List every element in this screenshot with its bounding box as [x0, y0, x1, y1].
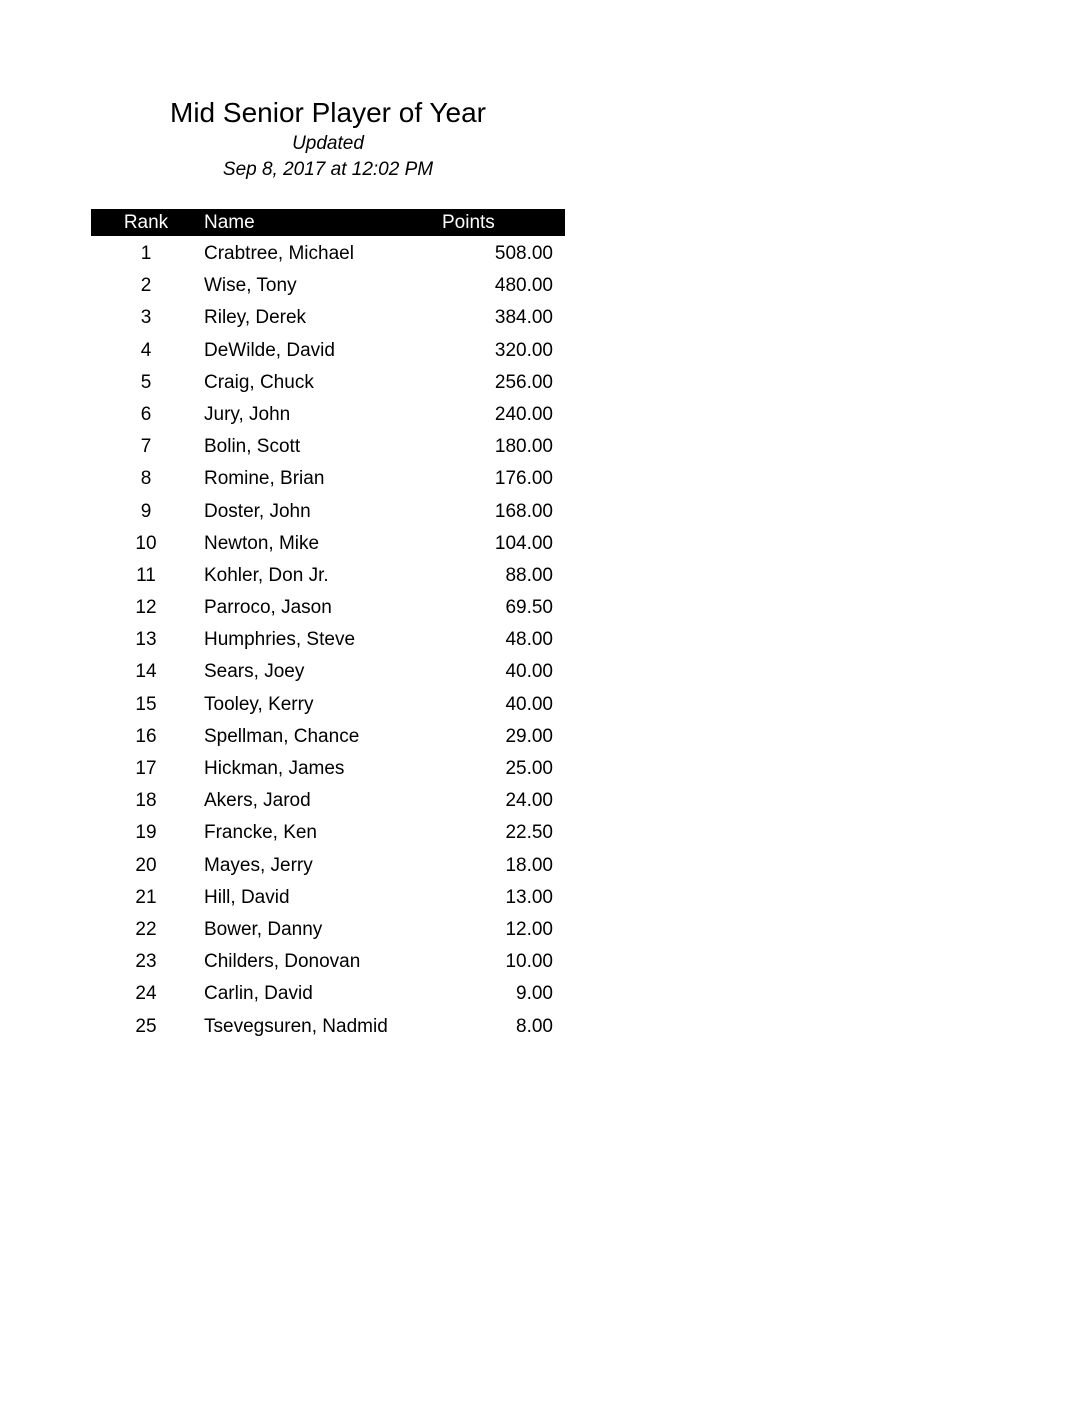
name-cell: Parroco, Jason — [204, 597, 332, 619]
points-cell: 104.00 — [494, 532, 553, 554]
updated-label: Updated — [292, 133, 364, 154]
points-cell: 25.00 — [505, 758, 553, 779]
points-cell: 69.50 — [505, 597, 553, 619]
table-row — [91, 463, 565, 495]
points-cell: 320.00 — [494, 339, 553, 361]
name-cell: Craig, Chuck — [204, 371, 314, 393]
name-cell: Spellman, Chance — [204, 725, 360, 747]
rank-cell: 9 — [140, 500, 152, 522]
table-row — [91, 528, 565, 560]
rank-cell: 20 — [135, 854, 157, 876]
points-cell: 40.00 — [505, 693, 553, 715]
table-row — [91, 592, 565, 624]
rank-cell: 17 — [135, 758, 157, 779]
table-row — [91, 302, 565, 334]
updated-timestamp: Sep 8, 2017 at 12:02 PM — [222, 159, 434, 180]
name-cell: Humphries, Steve — [204, 629, 356, 651]
rank-cell: 4 — [140, 339, 152, 361]
table-row — [91, 914, 565, 946]
table-row — [91, 850, 565, 882]
points-cell: 9.00 — [516, 983, 553, 1005]
rank-cell: 2 — [140, 275, 152, 297]
points-cell: 12.00 — [505, 918, 553, 940]
name-cell: Carlin, David — [204, 983, 313, 1005]
points-cell: 48.00 — [505, 629, 553, 651]
points-cell: 168.00 — [494, 500, 553, 522]
table-row — [91, 431, 565, 463]
rank-cell: 12 — [135, 597, 157, 619]
points-cell: 240.00 — [494, 403, 553, 425]
rank-cell: 18 — [135, 790, 157, 812]
name-cell: DeWilde, David — [204, 339, 335, 361]
rank-cell: 7 — [140, 436, 152, 458]
table-row — [91, 335, 565, 367]
table-row — [91, 1011, 565, 1043]
name-cell: Bolin, Scott — [204, 436, 301, 458]
points-cell: 18.00 — [505, 854, 553, 876]
name-cell: Riley, Derek — [204, 307, 307, 329]
rank-cell: 21 — [135, 886, 157, 908]
rank-cell: 23 — [135, 951, 157, 973]
rank-cell: 14 — [135, 661, 157, 683]
name-cell: Jury, John — [204, 403, 291, 425]
name-cell: Tsevegsuren, Nadmid — [204, 1015, 388, 1037]
points-cell: 24.00 — [505, 790, 553, 812]
rank-cell: 8 — [140, 468, 152, 490]
table-row — [91, 785, 565, 817]
header-name: Name — [204, 212, 255, 233]
table-row — [91, 560, 565, 592]
table-row — [91, 946, 565, 978]
name-cell: Bower, Danny — [204, 918, 323, 940]
name-cell: Childers, Donovan — [204, 951, 361, 973]
points-cell: 40.00 — [505, 661, 553, 683]
table-row — [91, 270, 565, 302]
name-cell: Sears, Joey — [204, 661, 305, 683]
table-row — [91, 624, 565, 656]
name-cell: Akers, Jarod — [204, 790, 311, 812]
page-title: Mid Senior Player of Year — [170, 97, 486, 128]
rank-cell: 10 — [135, 532, 157, 554]
name-cell: Hill, David — [204, 886, 290, 908]
rank-cell: 19 — [135, 822, 157, 844]
rank-cell: 13 — [135, 629, 157, 651]
name-cell: Romine, Brian — [204, 468, 325, 490]
name-cell: Wise, Tony — [204, 275, 297, 297]
header-points: Points — [442, 212, 495, 233]
points-cell: 384.00 — [494, 307, 553, 329]
name-cell: Hickman, James — [204, 758, 345, 779]
points-cell: 10.00 — [505, 951, 553, 973]
standings-table — [91, 238, 565, 1043]
points-cell: 256.00 — [494, 371, 553, 393]
rank-cell: 3 — [140, 307, 152, 329]
name-cell: Tooley, Kerry — [204, 693, 314, 715]
name-cell: Francke, Ken — [204, 822, 317, 844]
points-cell: 22.50 — [505, 822, 553, 844]
table-row — [91, 721, 565, 753]
points-cell: 176.00 — [494, 468, 553, 490]
table-row — [91, 656, 565, 688]
table-row — [91, 882, 565, 914]
points-cell: 480.00 — [494, 275, 553, 297]
table-row — [91, 817, 565, 849]
header-rank: Rank — [123, 212, 169, 233]
table-row — [91, 367, 565, 399]
name-cell: Doster, John — [204, 500, 311, 522]
rank-cell: 24 — [135, 983, 157, 1005]
points-cell: 88.00 — [505, 564, 553, 586]
points-cell: 29.00 — [505, 725, 553, 747]
rank-cell: 11 — [136, 564, 156, 586]
table-row — [91, 238, 565, 270]
rank-cell: 16 — [135, 725, 157, 747]
table-row — [91, 399, 565, 431]
rank-cell: 22 — [135, 918, 157, 940]
name-cell: Newton, Mike — [204, 532, 320, 554]
rank-cell: 5 — [140, 371, 152, 393]
table-row — [91, 753, 565, 785]
points-cell: 508.00 — [494, 243, 553, 264]
name-cell: Kohler, Don Jr. — [204, 564, 329, 586]
table-row — [91, 689, 565, 721]
table-header — [91, 209, 565, 236]
points-cell: 8.00 — [516, 1015, 553, 1037]
rank-cell: 6 — [140, 403, 152, 425]
table-row — [91, 978, 565, 1010]
points-cell: 13.00 — [505, 886, 553, 908]
rank-cell: 25 — [135, 1015, 157, 1037]
points-cell: 180.00 — [494, 436, 553, 458]
name-cell: Mayes, Jerry — [204, 854, 313, 876]
table-row — [91, 496, 565, 528]
name-cell: Crabtree, Michael — [204, 243, 354, 264]
rank-cell: 1 — [140, 243, 152, 264]
rank-cell: 15 — [135, 693, 157, 715]
